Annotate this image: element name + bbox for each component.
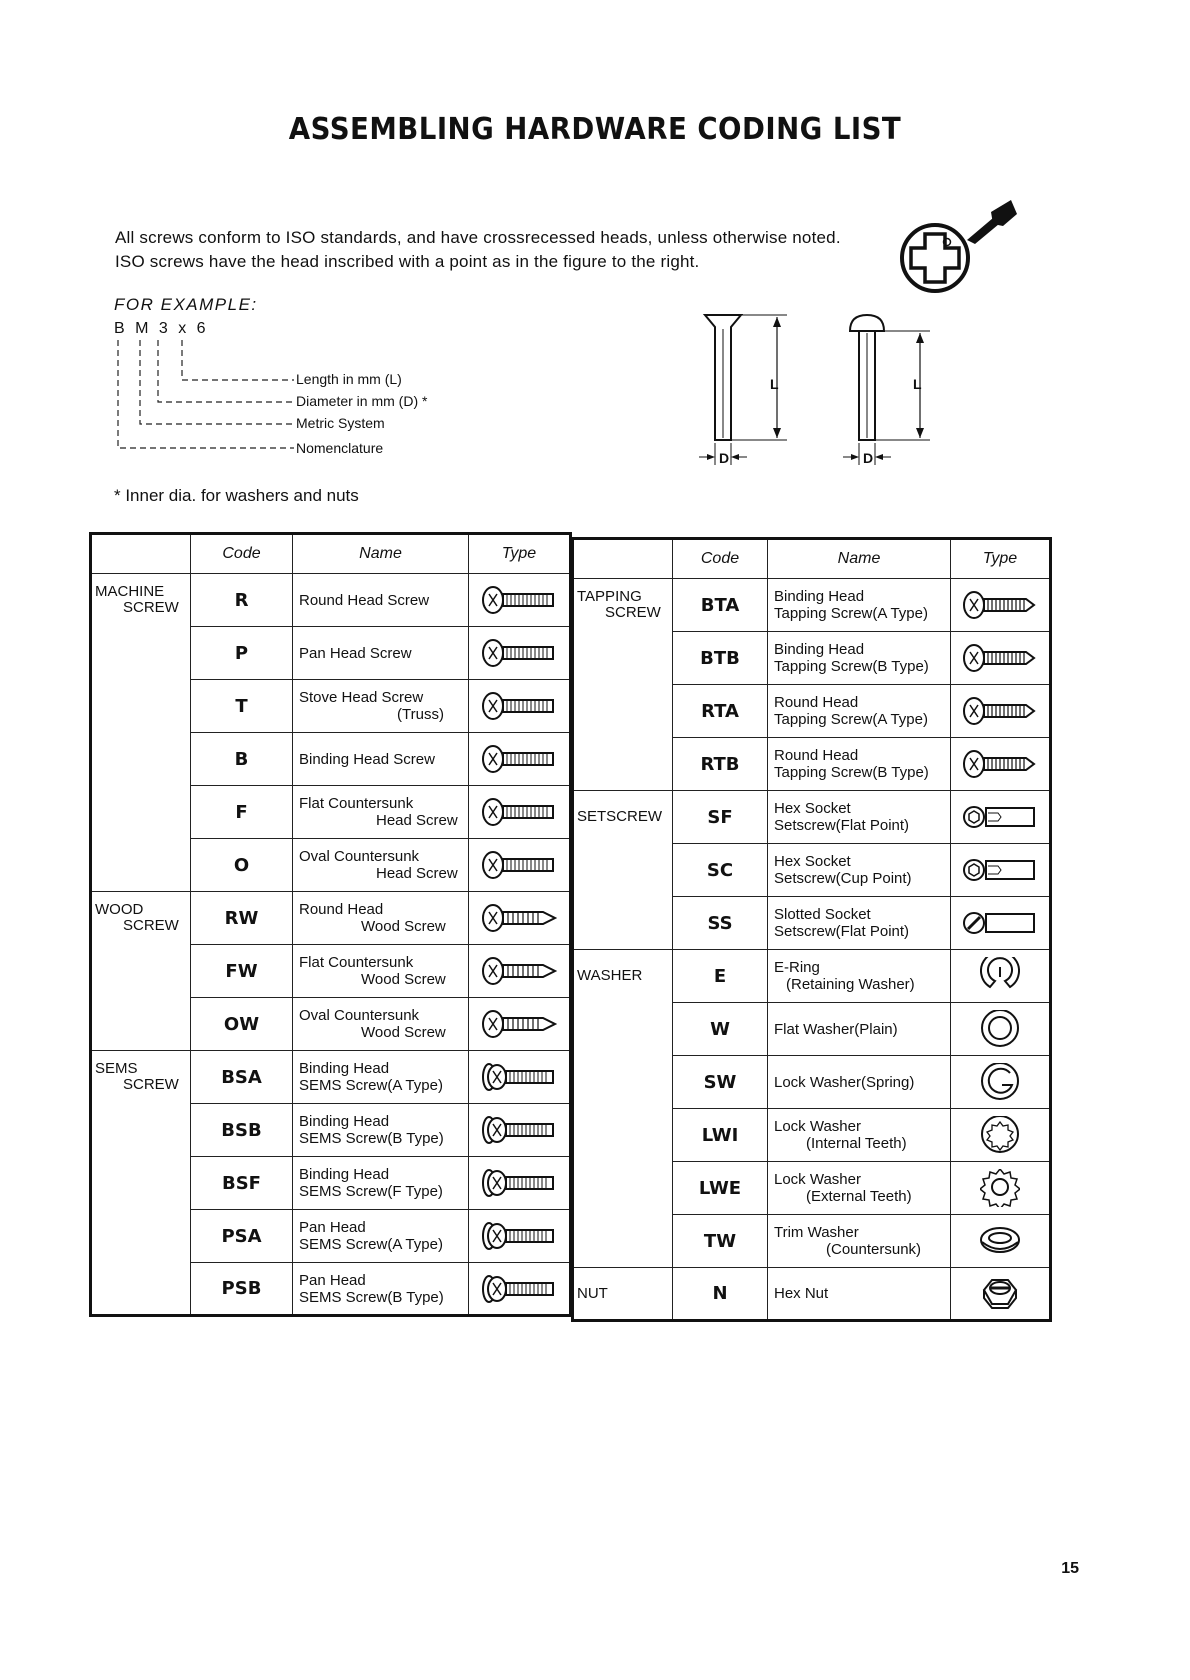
name-line: (Internal Teeth) <box>806 1135 907 1152</box>
intro-line-1: All screws conform to ISO standards, and have crossrecessed heads, unless otherwise noted. <box>115 228 841 247</box>
type-cell <box>469 945 571 998</box>
name-cell <box>768 1056 951 1109</box>
table-header-row <box>91 534 571 574</box>
intro-line-2: ISO screws have the head inscribed with a point as in the figure to the right. <box>115 252 700 271</box>
name-line: Head Screw <box>376 812 458 829</box>
name-line: Flat Countersunk <box>299 795 414 812</box>
name-cell <box>293 892 469 945</box>
name-line: Round Head <box>774 747 859 764</box>
name-line: Pan Head <box>299 1219 366 1236</box>
name-line: SEMS Screw(A Type) <box>299 1236 443 1253</box>
type-cell <box>469 998 571 1051</box>
iso-head-icon <box>895 196 1025 296</box>
hex-setscrew-icon <box>962 803 1038 831</box>
example-code: B M 3 x 6 <box>114 320 209 337</box>
machine-screw-icon <box>481 586 557 614</box>
sems-screw-icon <box>481 1275 557 1303</box>
name-line: Stove Head Screw <box>299 689 424 706</box>
type-cell <box>469 733 571 786</box>
type-cell <box>951 897 1051 950</box>
name-line: SEMS Screw(B Type) <box>299 1130 444 1147</box>
table-row <box>573 950 1051 1003</box>
tapping-screw-icon <box>962 591 1038 619</box>
wood-screw-icon <box>481 904 557 932</box>
name-line: Binding Head Screw <box>299 750 435 768</box>
name-line: Trim Washer <box>774 1224 859 1241</box>
name-line: Hex Nut <box>774 1285 829 1302</box>
machine-screw-icon <box>481 639 557 667</box>
spring-washer-icon <box>980 1063 1020 1101</box>
name-cell <box>293 680 469 733</box>
code-cell: SF <box>673 791 768 844</box>
name-cell <box>768 632 951 685</box>
table-row <box>91 1051 571 1104</box>
category-label: WOOD <box>95 901 144 918</box>
name-line: Slotted Socket <box>774 906 871 923</box>
type-cell <box>469 839 571 892</box>
category-label: SCREW <box>605 604 661 621</box>
left-hardware-table <box>89 532 572 1317</box>
name-cell <box>768 897 951 950</box>
type-cell <box>469 786 571 839</box>
category-label: SEMS <box>95 1060 138 1077</box>
table-header-row <box>573 539 1051 579</box>
type-cell <box>951 1215 1051 1268</box>
name-cell <box>293 1263 469 1316</box>
sems-screw-icon <box>481 1222 557 1250</box>
category-sems-screw <box>91 1051 191 1316</box>
name-line: Oval Countersunk <box>299 848 420 865</box>
sems-screw-icon <box>481 1116 557 1144</box>
footnote: * Inner dia. for washers and nuts <box>114 486 359 505</box>
type-cell <box>951 1003 1051 1056</box>
name-cell <box>768 1215 951 1268</box>
type-cell <box>469 680 571 733</box>
category-label: SCREW <box>123 1076 179 1093</box>
code-cell: O <box>191 839 293 892</box>
table-row <box>573 791 1051 844</box>
code-cell: P <box>191 627 293 680</box>
type-cell <box>469 1210 571 1263</box>
name-cell <box>293 1157 469 1210</box>
table-row <box>573 579 1051 632</box>
trim-washer-icon <box>980 1222 1020 1260</box>
header-category <box>573 539 673 579</box>
tapping-screw-icon <box>962 697 1038 725</box>
name-cell <box>293 574 469 627</box>
type-cell <box>469 1157 571 1210</box>
category-label: SCREW <box>123 599 179 616</box>
category-label: WASHER <box>577 967 643 984</box>
name-line: Binding Head <box>774 641 865 658</box>
code-cell: FW <box>191 945 293 998</box>
length-label-1: L <box>770 376 779 392</box>
code-cell: F <box>191 786 293 839</box>
code-cell: BTA <box>673 579 768 632</box>
type-cell <box>951 844 1051 897</box>
type-cell <box>951 1268 1051 1321</box>
type-cell <box>469 1051 571 1104</box>
code-cell: W <box>673 1003 768 1056</box>
type-cell <box>951 738 1051 791</box>
name-line: E-Ring <box>774 959 820 976</box>
code-cell: T <box>191 680 293 733</box>
page-title: ASSEMBLING HARDWARE CODING LIST <box>288 112 902 147</box>
category-label: NUT <box>577 1285 608 1302</box>
wood-screw-icon <box>481 957 557 985</box>
flat-washer-icon <box>980 1010 1020 1048</box>
name-line: Wood Screw <box>361 918 446 935</box>
name-line: Tapping Screw(A Type) <box>774 711 928 728</box>
name-line: Pan Head <box>299 1271 366 1289</box>
machine-screw-icon <box>481 798 557 826</box>
legend-diameter: Diameter in mm (D) * <box>296 393 428 409</box>
header-code: Code <box>673 539 768 579</box>
code-cell: SS <box>673 897 768 950</box>
name-cell <box>768 1003 951 1056</box>
table-row <box>91 892 571 945</box>
type-cell <box>469 1104 571 1157</box>
type-cell <box>951 1109 1051 1162</box>
name-line: Tapping Screw(B Type) <box>774 658 929 675</box>
name-line: Setscrew(Flat Point) <box>774 817 910 834</box>
name-cell <box>293 998 469 1051</box>
code-cell: PSB <box>191 1263 293 1316</box>
legend-metric: Metric System <box>296 415 385 431</box>
category-label: MACHINE <box>95 583 165 600</box>
name-line: Head Screw <box>376 865 458 882</box>
type-cell <box>469 1263 571 1316</box>
code-cell: SC <box>673 844 768 897</box>
code-cell: LWE <box>673 1162 768 1215</box>
name-line: (External Teeth) <box>806 1188 912 1205</box>
name-cell <box>768 579 951 632</box>
name-line: Oval Countersunk <box>299 1007 420 1024</box>
type-cell <box>951 950 1051 1003</box>
category-tapping-screw <box>573 579 673 791</box>
category-machine-screw <box>91 574 191 892</box>
machine-screw-icon <box>481 745 557 773</box>
table-row <box>91 574 571 627</box>
name-cell <box>768 685 951 738</box>
code-cell: SW <box>673 1056 768 1109</box>
name-cell <box>768 738 951 791</box>
code-cell: E <box>673 950 768 1003</box>
category-label: TAPPING <box>577 588 642 605</box>
name-line: Lock Washer(Spring) <box>774 1073 915 1091</box>
name-cell <box>293 786 469 839</box>
header-type: Type <box>951 539 1051 579</box>
sems-screw-icon <box>481 1063 557 1091</box>
name-line: Round Head <box>774 694 859 711</box>
name-line: (Retaining Washer) <box>786 976 915 993</box>
name-cell <box>293 945 469 998</box>
name-cell <box>768 1268 951 1321</box>
name-line: Setscrew(Flat Point) <box>774 923 910 940</box>
example-label: FOR EXAMPLE: <box>114 295 258 314</box>
type-cell <box>951 1056 1051 1109</box>
name-line: Flat Washer(Plain) <box>774 1020 898 1038</box>
legend-nomenclature: Nomenclature <box>296 440 384 456</box>
external-teeth-washer-icon <box>980 1169 1020 1207</box>
diameter-label-2: D <box>863 450 874 466</box>
name-cell <box>293 627 469 680</box>
header-code: Code <box>191 534 293 574</box>
type-cell <box>951 1162 1051 1215</box>
right-hardware-table <box>571 537 1052 1322</box>
name-line: Pan Head Screw <box>299 644 412 662</box>
name-line: Wood Screw <box>361 1024 446 1041</box>
name-line: SEMS Screw(A Type) <box>299 1077 443 1094</box>
internal-teeth-washer-icon <box>980 1116 1020 1154</box>
name-line: Binding Head <box>299 1113 390 1130</box>
header-name: Name <box>768 539 951 579</box>
name-line: Tapping Screw(A Type) <box>774 605 928 622</box>
category-setscrew <box>573 791 673 950</box>
name-cell <box>293 1104 469 1157</box>
wood-screw-icon <box>481 1010 557 1038</box>
tapping-screw-icon <box>962 644 1038 672</box>
name-cell <box>768 950 951 1003</box>
table-row <box>573 1268 1051 1321</box>
header-type: Type <box>469 534 571 574</box>
type-cell <box>951 791 1051 844</box>
name-cell <box>768 1162 951 1215</box>
name-cell <box>293 733 469 786</box>
name-cell <box>293 1210 469 1263</box>
name-line: SEMS Screw(F Type) <box>299 1183 443 1200</box>
code-cell: BSF <box>191 1157 293 1210</box>
name-line: Binding Head <box>299 1166 390 1183</box>
type-cell <box>469 892 571 945</box>
code-cell: BSA <box>191 1051 293 1104</box>
code-cell: OW <box>191 998 293 1051</box>
code-cell: B <box>191 733 293 786</box>
name-line: Wood Screw <box>361 971 446 988</box>
type-cell <box>469 574 571 627</box>
sems-screw-icon <box>481 1169 557 1197</box>
name-cell <box>293 839 469 892</box>
code-cell: RTB <box>673 738 768 791</box>
name-cell <box>768 791 951 844</box>
name-cell <box>768 1109 951 1162</box>
code-cell: LWI <box>673 1109 768 1162</box>
machine-screw-icon <box>481 851 557 879</box>
name-line: Flat Countersunk <box>299 954 414 971</box>
e-ring-icon <box>980 957 1020 995</box>
name-line: Lock Washer <box>774 1171 861 1188</box>
name-line: Tapping Screw(B Type) <box>774 764 929 781</box>
name-line: Round Head <box>299 901 384 918</box>
hex-setscrew-icon <box>962 856 1038 884</box>
name-cell <box>293 1051 469 1104</box>
code-cell: R <box>191 574 293 627</box>
page-number: 15 <box>1061 1560 1079 1577</box>
name-line: Binding Head <box>774 588 865 605</box>
code-cell: RW <box>191 892 293 945</box>
screw-dimension-diagram <box>695 305 945 475</box>
category-wood-screw <box>91 892 191 1051</box>
header-name: Name <box>293 534 469 574</box>
category-washer <box>573 950 673 1268</box>
tapping-screw-icon <box>962 750 1038 778</box>
name-line: Round Head Screw <box>299 591 430 609</box>
name-line: SEMS Screw(B Type) <box>299 1288 444 1306</box>
length-label-2: L <box>913 376 922 392</box>
code-cell: N <box>673 1268 768 1321</box>
code-cell: BSB <box>191 1104 293 1157</box>
legend-length: Length in mm (L) <box>296 371 402 387</box>
name-line: (Truss) <box>397 706 444 723</box>
name-line: Lock Washer <box>774 1118 861 1135</box>
diameter-label-1: D <box>719 450 730 466</box>
header-category <box>91 534 191 574</box>
code-cell: BTB <box>673 632 768 685</box>
name-line: Hex Socket <box>774 853 851 870</box>
machine-screw-icon <box>481 692 557 720</box>
code-cell: TW <box>673 1215 768 1268</box>
type-cell <box>951 685 1051 738</box>
code-cell: RTA <box>673 685 768 738</box>
example-leader-lines <box>112 338 312 462</box>
slotted-setscrew-icon <box>962 909 1038 937</box>
category-label: SETSCREW <box>577 808 663 825</box>
name-line: Binding Head <box>299 1060 390 1077</box>
type-cell <box>469 627 571 680</box>
code-cell: PSA <box>191 1210 293 1263</box>
name-line: Setscrew(Cup Point) <box>774 870 912 887</box>
category-nut <box>573 1268 673 1321</box>
type-cell <box>951 579 1051 632</box>
type-cell <box>951 632 1051 685</box>
name-line: (Countersunk) <box>826 1241 922 1258</box>
category-label: SCREW <box>123 917 179 934</box>
name-line: Hex Socket <box>774 800 851 817</box>
name-cell <box>768 844 951 897</box>
hex-nut-icon <box>980 1276 1020 1312</box>
